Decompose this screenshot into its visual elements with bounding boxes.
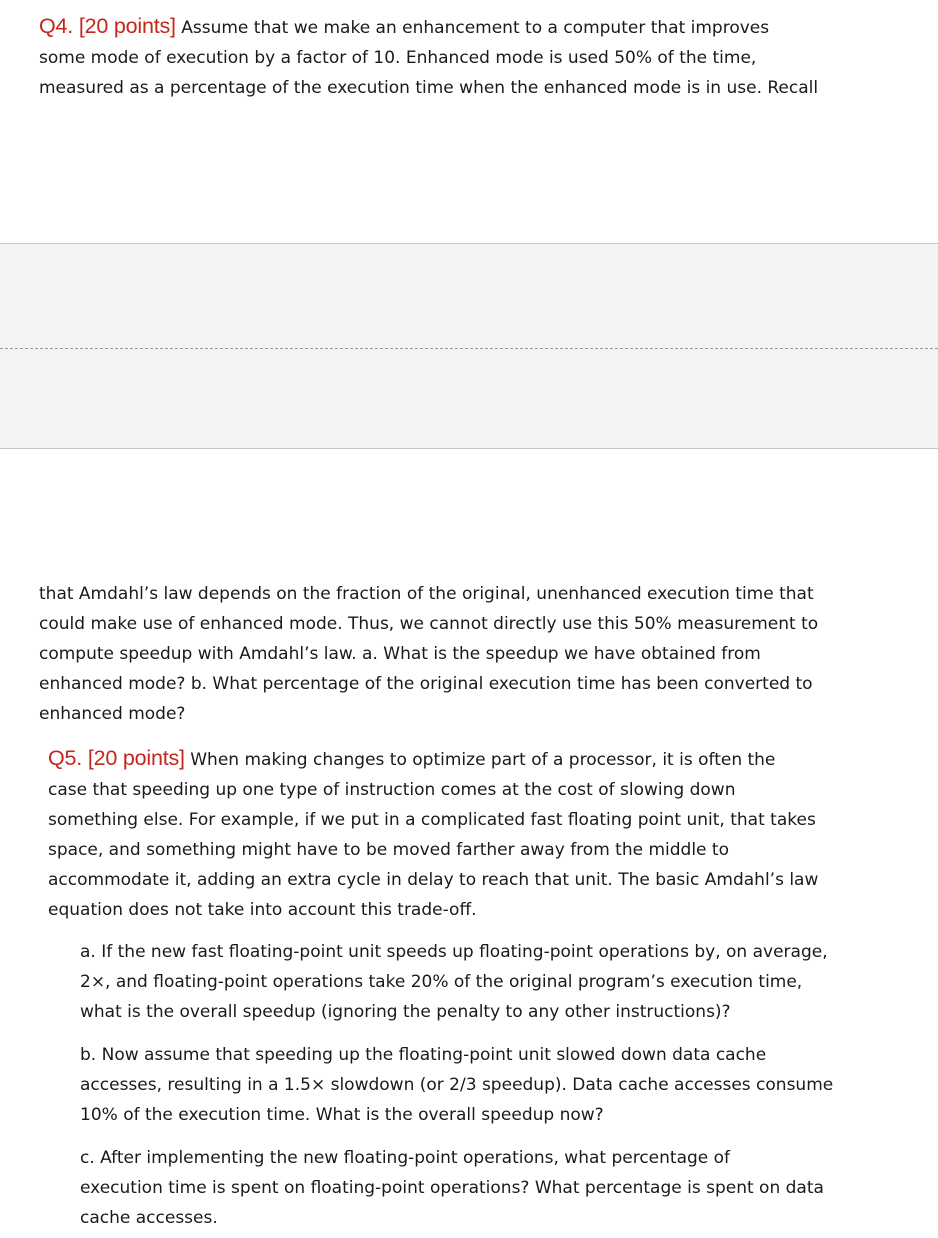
q5-part-b <box>80 1040 833 1130</box>
q5-heading: Q5. [20 points] <box>48 746 185 770</box>
q5-line-3: something else. For example, if we put in a complicated fast floating point unit, that takes <box>48 810 816 830</box>
q5-line-1 <box>48 743 818 775</box>
q5-part-c-line-3: cache accesses. <box>80 1208 218 1228</box>
q4-intro-line-2: some mode of execution by a factor of 10. Enhanced mode is used 50% of the time, <box>39 48 757 68</box>
q4-cont-line-3: compute speedup with Amdahl’s law. a. What is the speedup we have obtained from <box>39 644 761 664</box>
q5-line-2: case that speeding up one type of instruction comes at the cost of slowing down <box>48 780 736 800</box>
page-break-dashed-line <box>0 348 938 349</box>
q5-part-c-line-2: execution time is spent on floating-point operations? What percentage is spent on data <box>80 1178 824 1198</box>
q5-part-b-line-2: accesses, resulting in a 1.5× slowdown (or 2/3 speedup). Data cache accesses consume <box>80 1075 834 1095</box>
page-break-band <box>0 244 938 449</box>
q5-part-c <box>80 1143 824 1233</box>
q4-cont-line-2: could make use of enhanced mode. Thus, we cannot directly use this 50% measurement to <box>39 614 819 634</box>
q4-intro-text: Assume that we make an enhancement to a computer that improves <box>175 18 770 38</box>
q4-intro-line-1 <box>39 11 818 43</box>
q5-part-c-line-1: c. After implementing the new floating-point operations, what percentage of <box>80 1148 731 1168</box>
q5-intro <box>48 743 818 925</box>
q4-intro <box>39 11 818 103</box>
page-break-bottom-border <box>0 448 938 449</box>
q4-cont-line-1: that Amdahl’s law depends on the fraction of the original, unenhanced execution time that <box>39 584 814 604</box>
q5-line-6: equation does not take into account this trade-off. <box>48 900 477 920</box>
q5-part-a-line-1: a. If the new fast floating-point unit speeds up floating-point operations by, on average, <box>80 942 828 962</box>
q5-part-a-line-2: 2×, and floating-point operations take 20% of the original program’s execution time, <box>80 972 803 992</box>
q5-part-b-line-1: b. Now assume that speeding up the floating-point unit slowed down data cache <box>80 1045 767 1065</box>
q5-line-4: space, and something might have to be moved farther away from the middle to <box>48 840 729 860</box>
q4-cont-line-5: enhanced mode? <box>39 704 186 724</box>
q4-cont-line-4: enhanced mode? b. What percentage of the original execution time has been converted to <box>39 674 813 694</box>
page-break-top-border <box>0 243 938 244</box>
q5-line-5: accommodate it, adding an extra cycle in delay to reach that unit. The basic Amdahl’s law <box>48 870 819 890</box>
q4-heading: Q4. [20 points] <box>39 14 176 38</box>
q5-part-a <box>80 937 828 1027</box>
q4-intro-line-3: measured as a percentage of the execution time when the enhanced mode is in use. Recall <box>39 78 819 98</box>
q5-part-a-line-3: what is the overall speedup (ignoring the penalty to any other instructions)? <box>80 1002 731 1022</box>
q4-continuation <box>39 579 818 729</box>
q5-part-b-line-3: 10% of the execution time. What is the overall speedup now? <box>80 1105 604 1125</box>
q5-intro-text: When making changes to optimize part of a processor, it is often the <box>184 750 776 770</box>
